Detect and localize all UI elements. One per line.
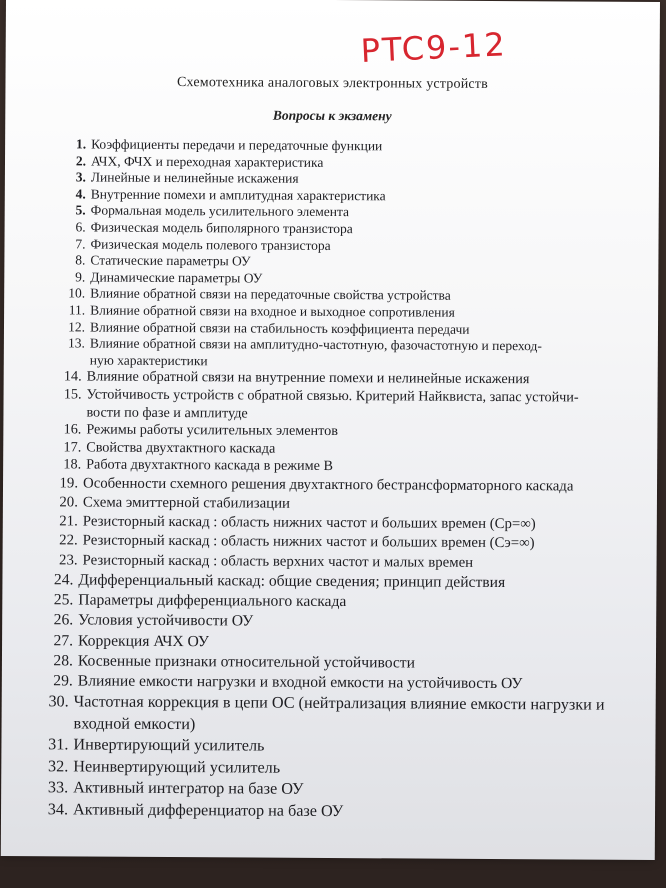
question-number: 26. [53,611,74,629]
question-text-continuation: вости по фазе и амплитуде [86,404,248,421]
question-number: 27. [53,631,74,649]
question-number: 23. [59,552,78,569]
question-number: 24. [53,571,74,589]
question-text: Работа двухтактного каскада в режиме В [86,456,333,475]
question-number: 31. [48,735,69,754]
question-text: Режимы работы усилительных элементов [86,421,339,440]
question-number: 2. [75,153,87,169]
question-number: 16. [63,421,82,438]
question-number: 34. [47,800,69,819]
question-item [58,386,646,425]
question-item [46,691,634,738]
question-item [62,335,650,372]
question-text: Параметры дифференциального каскада [78,591,347,611]
question-text: Активный дифференциатор на базе ОУ [72,800,344,821]
question-number: 5. [75,202,86,218]
question-number: 10. [68,285,86,301]
question-number: 19. [59,475,79,492]
question-text: Резисторный каскад : область нижних частот и больших времен (Cэ=∞) [82,532,535,552]
exam-questions-heading: Вопросы к экзамену [272,107,392,124]
question-number: 28. [53,652,74,670]
question-text: Коррекция АЧХ ОУ [78,631,210,650]
question-text: Схема эмиттерной стабилизации [82,494,291,512]
question-number: 18. [63,456,82,473]
question-text: Линейные и нелинейные искажения [90,169,299,186]
question-text: Динамические параметры ОУ [90,269,263,286]
question-text-continuation: ную характеристики [89,352,208,368]
question-number: 3. [75,169,86,185]
question-text: Резисторный каскад : область нижних частот и больших времен (Cр=∞) [82,513,536,533]
question-text: Косвенные признаки относительной устойчивости [77,652,416,672]
question-text: Особенности схемного решения двухтактного бестрансформаторного каскада [82,475,574,495]
question-text: Влияние обратной связи на внутренние помехи и нелинейные искажения [86,368,530,388]
question-number: 11. [68,302,86,318]
question-number: 1. [75,136,87,152]
question-text: Формальная модель усилительного элемента [90,202,350,220]
question-number: 7. [75,235,86,252]
question-text: Физическая модель биполярного транзистора [90,219,353,237]
question-text: Влияние обратной связи на амплитудно-частотную, фазочастотную и переход- [89,335,542,354]
question-number: 32. [48,757,69,776]
question-number: 20. [59,494,78,511]
question-number: 8. [75,252,86,268]
question-number: 29. [53,672,73,690]
question-number: 30. [48,692,69,711]
question-number: 21. [59,513,78,530]
question-number: 13. [67,335,85,351]
question-number: 14. [63,368,82,385]
question-text: Дифференциальный каскад: общие сведения; принцип действия [78,571,506,591]
question-text: Влияние обратной связи на входное и выходное сопротивления [90,302,455,320]
question-text: Неинвертирующий усилитель [73,757,281,777]
question-text: Коэффициенты передачи и передаточные функции [91,136,383,154]
question-number: 17. [63,439,82,456]
question-number: 9. [75,269,86,285]
question-text: Статические параметры ОУ [90,252,251,269]
exam-sheet [1,0,660,860]
handwritten-group-code: PTC9-12 [359,25,508,70]
question-list [47,136,651,824]
question-number: 6. [75,219,86,235]
question-text: АЧХ, ФЧХ и переходная характеристика [90,153,324,170]
question-text-continuation: входной емкости) [73,714,196,733]
question-text: Частотная коррекция в цепи ОС (нейтрализация влияние емкости нагрузки и [73,692,605,714]
question-text: Инвертирующий усилитель [73,735,265,755]
question-item [45,799,633,824]
question-text: Физическая модель полевого транзистора [90,236,331,253]
question-number: 4. [75,186,86,202]
question-number: 25. [53,591,74,609]
question-text: Внутренние помехи и амплитудная характеристика [90,186,386,204]
question-number: 22. [59,532,78,549]
question-text: Устойчивость устройств с обратной связью. Критерий Найквиста, запас устойчи- [86,386,579,406]
question-text: Резисторный каскад : область верхних частот и малых времен [82,552,474,571]
question-text: Влияние обратной связи на передаточные свойства устройства [90,285,451,304]
question-number: 33. [47,778,69,797]
question-text: Влияние емкости нагрузки и входной емкости на устойчивость ОУ [77,672,523,693]
question-number: 15. [63,386,82,403]
question-text: Свойства двухтактного каскада [86,439,276,457]
question-text: Активный интегратор на базе ОУ [73,778,304,799]
question-number: 12. [68,318,86,335]
question-text: Влияние обратной связи на стабильность коэффициента передачи [89,319,470,337]
question-text: Условия устойчивости ОУ [78,611,254,630]
course-title: Схемотехника аналоговых электронных устройств [176,75,489,92]
